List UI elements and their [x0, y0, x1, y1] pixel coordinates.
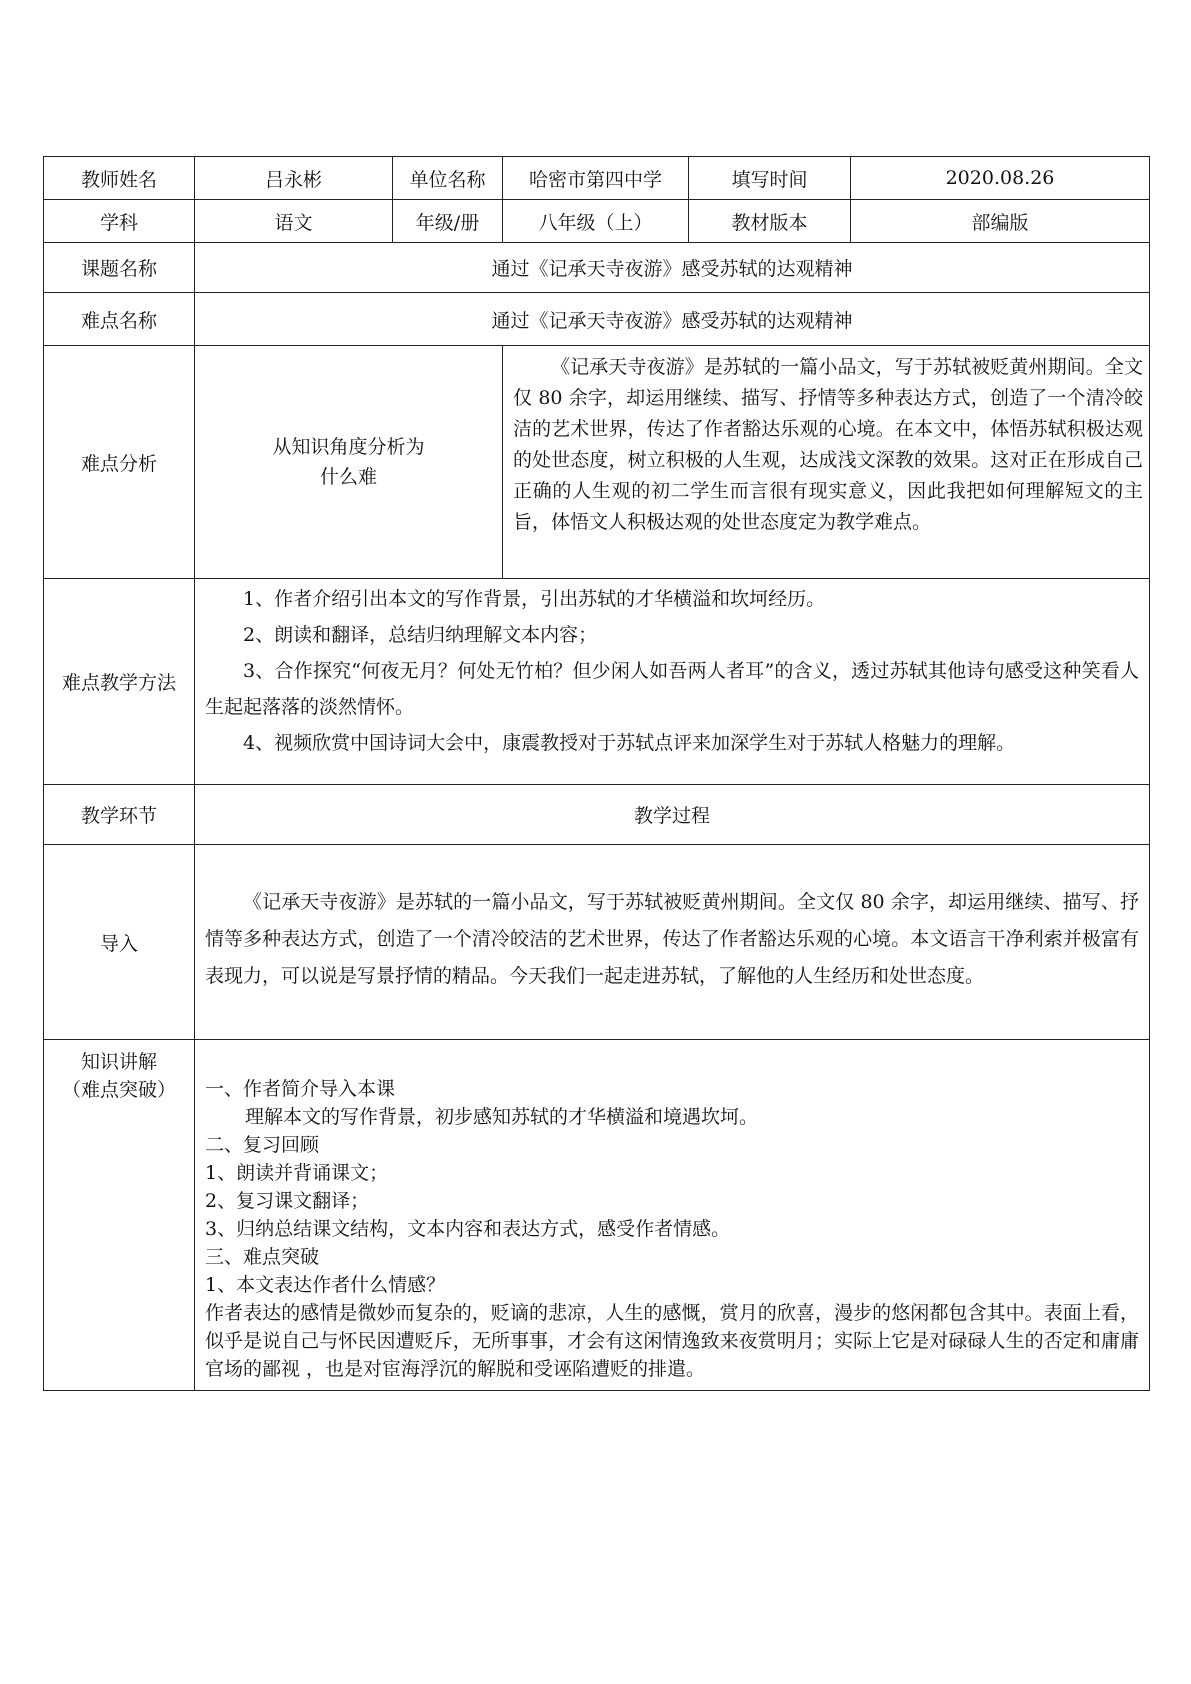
header-row-1 [44, 157, 1150, 200]
process-header-row [44, 785, 1150, 845]
knowledge-line: 三、难点突破 [205, 1246, 320, 1268]
knowledge-label [44, 1040, 195, 1391]
method-item: 1、作者介绍引出本文的写作背景，引出苏轼的才华横溢和坎坷经历。 [243, 588, 826, 610]
analysis-label: 难点分析 [44, 346, 195, 579]
grade-label: 年级/册 [393, 200, 503, 243]
header-row-2 [44, 200, 1150, 243]
difficulty-value: 通过《记承天寺夜游》感受苏轼的达观精神 [195, 293, 1150, 346]
methods-label: 难点教学方法 [44, 579, 195, 785]
intro-label: 导入 [44, 845, 195, 1040]
knowledge-line: 3、归纳总结课文结构，文本内容和表达方式，感受作者情感。 [205, 1218, 731, 1240]
knowledge-line: 1、本文表达作者什么情感？ [205, 1274, 446, 1296]
analysis-sub-label-line-2: 什么难 [319, 466, 377, 488]
methods-cell [195, 579, 1150, 785]
topic-row [44, 243, 1150, 293]
intro-row [44, 845, 1150, 1040]
analysis-sub-label [195, 346, 503, 579]
knowledge-line: 作者表达的感情是微妙而复杂的，贬谪的悲凉，人生的感慨，赏月的欣喜，漫步的悠闲都包含其中。表面上看，似乎是说自己与怀民因遭贬斥，无所事事，才会有这闲情逸致来夜赏明月；实际上它是对碌碌人生的否定和庸庸官场的鄙视 ，也是对宦海浮沉的解脱和受诬陷遭贬的排遣。 [205, 1302, 1139, 1380]
date-label: 填写时间 [689, 157, 851, 200]
knowledge-label-line-2: （难点突破） [61, 1079, 176, 1101]
subject-value: 语文 [195, 200, 393, 243]
analysis-text: 《记承天寺夜游》是苏轼的一篇小品文，写于苏轼被贬黄州期间。全文仅 80 余字，却运用继续、描写、抒情等多种表达方式，创造了一个清冷皎洁的艺术世界，传达了作者豁达乐观的心境。在本文中，体悟苏轼积极达观的处世态度，树立积极的人生观，达成浅文深教的效果。这对正在形成自己正确的人生观的初二学生而言很有现实意义，因此我把如何理解短文的主旨，体悟文人积极达观的处世态度定为教学难点。 [513, 356, 1143, 533]
difficulty-row [44, 293, 1150, 346]
teacher-label: 教师姓名 [44, 157, 195, 200]
knowledge-line: 2、复习课文翻译； [205, 1190, 370, 1212]
intro-text: 《记承天寺夜游》是苏轼的一篇小品文，写于苏轼被贬黄州期间。全文仅 80 余字，却运用继续、描写、抒情等多种表达方式，创造了一个清冷皎洁的艺术世界，传达了作者豁达乐观的心境。本文语言干净利索并极富有表现力，可以说是写景抒情的精品。今天我们一起走进苏轼，了解他的人生经历和处世态度。 [205, 890, 1139, 987]
knowledge-line: 一、作者简介导入本课 [205, 1078, 396, 1100]
method-item: 3、合作探究“何夜无月？何处无竹柏？但少闲人如吾两人者耳”的含义，透过苏轼其他诗句感受这种笑看人生起起落落的淡然情怀。 [205, 660, 1139, 718]
analysis-text-cell [503, 346, 1150, 579]
knowledge-cell [195, 1040, 1150, 1391]
grade-value: 八年级（上） [503, 200, 689, 243]
unit-value: 哈密市第四中学 [503, 157, 689, 200]
lesson-plan-sheet [43, 156, 1149, 1391]
intro-cell [195, 845, 1150, 1040]
method-item: 4、视频欣赏中国诗词大会中，康震教授对于苏轼点评来加深学生对于苏轼人格魅力的理解。 [243, 732, 1016, 754]
process-value: 教学过程 [195, 785, 1150, 845]
edition-label: 教材版本 [689, 200, 851, 243]
knowledge-line: 理解本文的写作背景，初步感知苏轼的才华横溢和境遇坎坷。 [245, 1106, 759, 1128]
topic-value: 通过《记承天寺夜游》感受苏轼的达观精神 [195, 243, 1150, 293]
process-label: 教学环节 [44, 785, 195, 845]
unit-label: 单位名称 [393, 157, 503, 200]
analysis-sub-label-line-1: 从知识角度分析为 [272, 436, 425, 458]
edition-value: 部编版 [851, 200, 1150, 243]
topic-label: 课题名称 [44, 243, 195, 293]
teacher-value: 吕永彬 [195, 157, 393, 200]
lesson-plan-table [43, 156, 1150, 1391]
methods-row [44, 579, 1150, 785]
date-value: 2020.08.26 [851, 157, 1150, 200]
knowledge-label-line-1: 知识讲解 [80, 1051, 157, 1073]
knowledge-row [44, 1040, 1150, 1391]
knowledge-line: 1、朗读并背诵课文； [205, 1162, 389, 1184]
difficulty-label: 难点名称 [44, 293, 195, 346]
method-item: 2、朗读和翻译，总结归纳理解文本内容； [243, 624, 598, 646]
analysis-row [44, 346, 1150, 579]
subject-label: 学科 [44, 200, 195, 243]
knowledge-line: 二、复习回顾 [205, 1134, 320, 1156]
